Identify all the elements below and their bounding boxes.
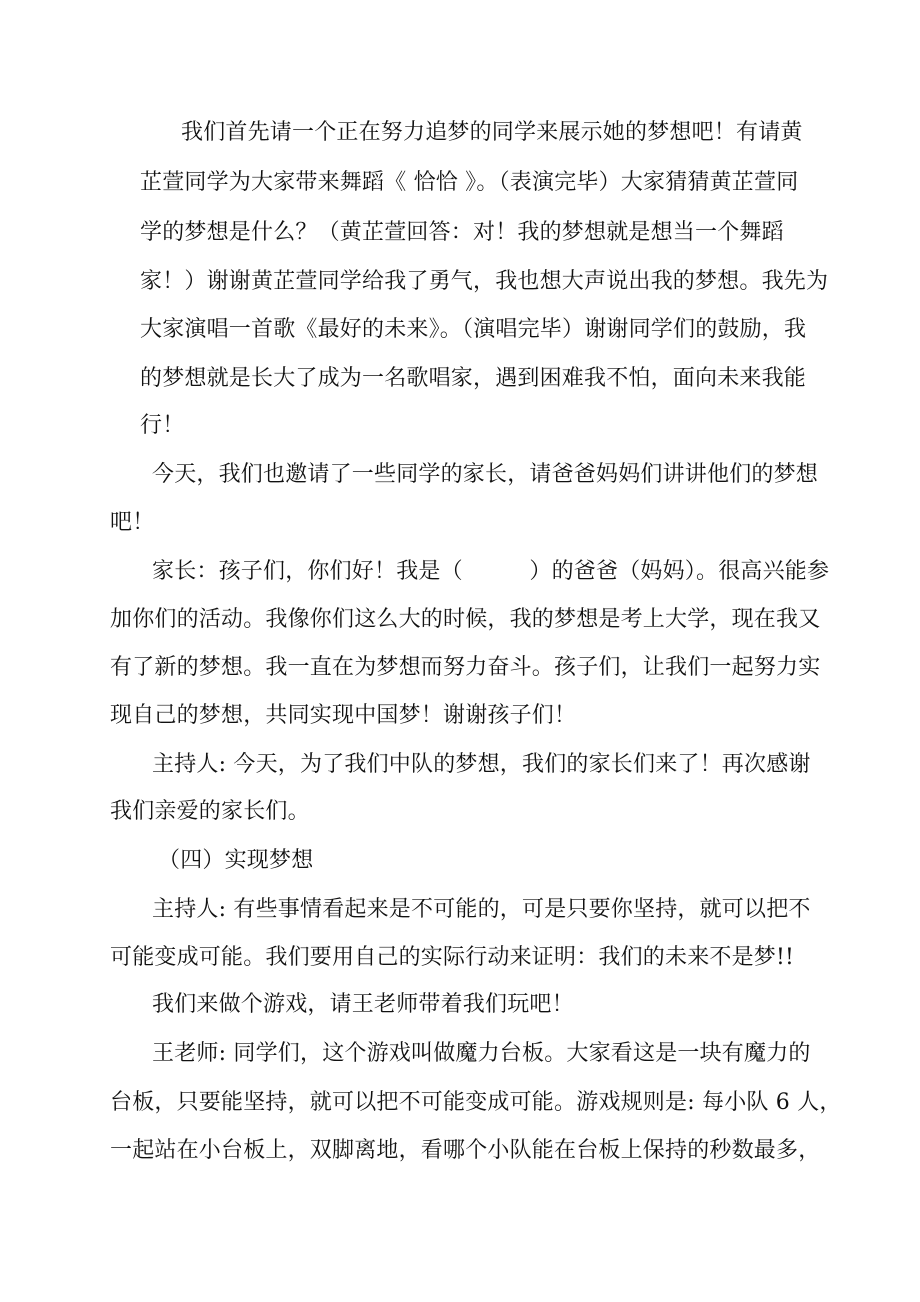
text-line: 现自己的梦想，共同实现中国梦！谢谢孩子们！ (110, 703, 577, 728)
text-line: 主持人: 今天，为了我们中队的梦想，我们的家长们来了！再次感谢 (152, 752, 811, 777)
text-line: 芷萱同学为大家带来舞蹈《 恰恰 》。（表演完毕）大家猜猜黄芷萱同 (140, 170, 799, 195)
text-line: 行！ (140, 413, 185, 438)
text-line: 今天，我们也邀请了一些同学的家长，请爸爸妈妈们讲讲他们的梦想 (152, 462, 819, 487)
text-line: 主持人: 有些事情看起来是不可能的，可是只要你坚持，就可以把不 (152, 897, 811, 922)
text-line: 的梦想就是长大了成为一名歌唱家，遇到困难我不怕，面向未来我能 (140, 366, 807, 391)
text-line: 我们首先请一个正在努力追梦的同学来展示她的梦想吧！有请黄 (181, 120, 803, 145)
text-line: 家长：孩子们，你们好！我是（ ）的爸爸（妈妈）。很高兴能参 (152, 559, 830, 584)
text-line: 一起站在小台板上，双脚离地，看哪个小队能在台板上保持的秒数最多， (110, 1138, 821, 1163)
section-heading: （四）实现梦想 (158, 848, 314, 873)
text-line: 可能变成可能。我们要用自己的实际行动来证明：我们的未来不是梦!! (110, 945, 795, 970)
text-line: 家！）谢谢黄芷萱同学给我了勇气，我也想大声说出我的梦想。我先为 (140, 269, 829, 294)
text-line: 大家演唱一首歌《最好的未来》。（演唱完毕）谢谢同学们的鼓励，我 (140, 317, 807, 342)
text-line: 有了新的梦想。我一直在为梦想而努力奋斗。孩子们，让我们一起努力实 (110, 655, 821, 680)
text-line: 吧！ (110, 510, 155, 535)
text-line: 我们来做个游戏，请王老师带着我们玩吧！ (152, 992, 574, 1017)
text-line: 台板，只要能坚持，就可以把不可能变成可能。游戏规则是: 每小队 6 人， (110, 1090, 842, 1115)
text-line: 王老师: 同学们，这个游戏叫做魔力台板。大家看这是一块有魔力的 (152, 1041, 811, 1066)
text-line: 我们亲爱的家长们。 (110, 799, 310, 824)
text-line: 加你们的活动。我像你们这么大的时候，我的梦想是考上大学，现在我又 (110, 607, 821, 632)
text-line: 学的梦想是什么？（黄芷萱回答：对！我的梦想就是想当一个舞蹈 (140, 220, 784, 245)
